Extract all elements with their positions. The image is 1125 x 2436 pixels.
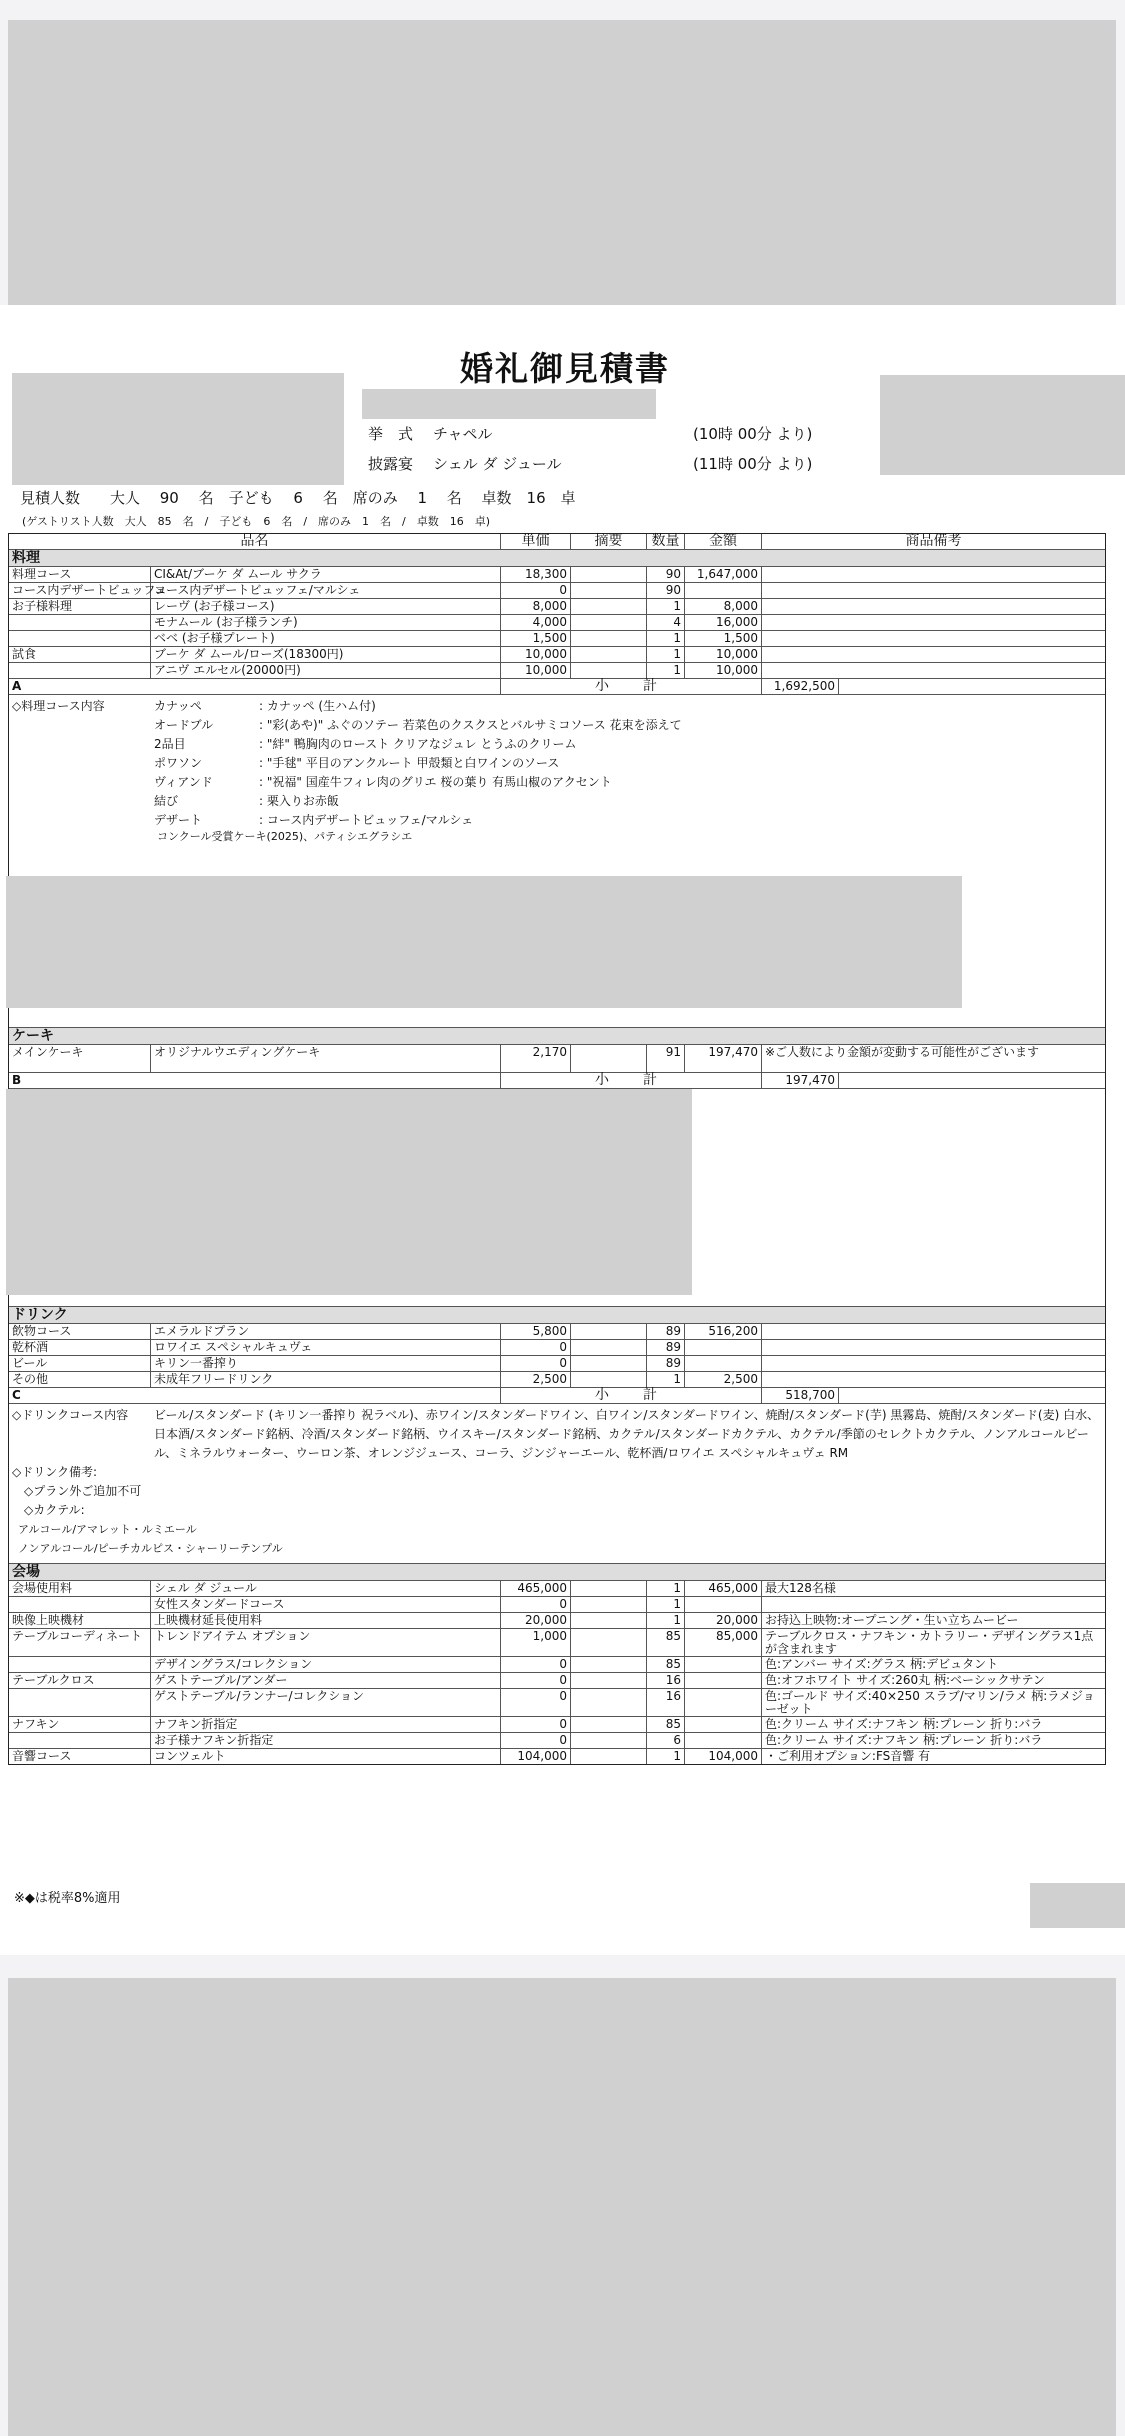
table-row [9, 1717, 1105, 1733]
row-unit-price: 20,000 [501, 1613, 571, 1628]
row-item-name: エメラルドプラン [151, 1324, 501, 1339]
header-amount: 金額 [685, 534, 762, 549]
row-summary [571, 599, 647, 614]
guest-count-line: 見積人数 大人 90 名 子ども 6 名 席のみ 1 名 卓数 16 卓 [20, 489, 576, 507]
row-category: メインケーキ [9, 1045, 151, 1072]
header-item: 品名 [9, 534, 501, 549]
row-amount [685, 583, 762, 598]
row-remarks [762, 1356, 1105, 1371]
row-remarks: テーブルクロス・ナフキン・カトラリー・デザイングラス1点が含まれます [765, 1629, 1094, 1656]
row-quantity: 85 [647, 1629, 685, 1656]
row-summary [571, 1340, 647, 1355]
course-item [154, 792, 1102, 811]
row-amount [685, 1356, 762, 1371]
row-summary [571, 1581, 647, 1596]
row-quantity: 89 [647, 1340, 685, 1355]
row-quantity: 1 [647, 1372, 685, 1387]
table-row [9, 631, 1105, 647]
row-remarks: 色:クリーム サイズ:ナフキン 柄:プレーン 折り:バラ [765, 1717, 1043, 1731]
row-item-name: 女性スタンダードコース [151, 1597, 501, 1612]
row-amount: 10,000 [685, 663, 762, 678]
row-quantity: 1 [647, 631, 685, 646]
table-row [9, 1673, 1105, 1689]
row-category [9, 1689, 151, 1716]
course-item [154, 773, 1102, 792]
row-summary [571, 567, 647, 582]
redacted-course-block [6, 876, 962, 1008]
row-amount: 2,500 [685, 1372, 762, 1387]
row-item-name: ナフキン折指定 [151, 1717, 501, 1732]
row-remarks: 色:アンバー サイズ:グラス 柄:デビュタント [765, 1657, 999, 1671]
row-quantity: 1 [647, 647, 685, 662]
row-category: 試食 [9, 647, 151, 662]
row-amount: 1,500 [685, 631, 762, 646]
row-category: お子様料理 [9, 599, 151, 614]
cake-details [9, 1089, 1105, 1307]
subtotal-row [9, 1073, 1105, 1089]
section-venue: 会場 [9, 1564, 1105, 1581]
course-item-value: : "祝福" 国産牛フィレ肉のグリエ 桜の葉り 有馬山椒のアクセント [259, 775, 612, 789]
row-summary [571, 663, 647, 678]
row-quantity: 1 [647, 663, 685, 678]
row-summary [571, 1613, 647, 1628]
row-category: テーブルクロス [9, 1673, 151, 1688]
row-summary [571, 1045, 647, 1072]
row-remarks [762, 647, 1105, 662]
row-category: ナフキン [9, 1717, 151, 1732]
table-row [9, 567, 1105, 583]
row-item-name: ゲストテーブル/ランナー/コレクション [151, 1689, 501, 1716]
row-remarks [762, 1597, 1105, 1612]
row-amount: 8,000 [685, 599, 762, 614]
row-remarks [762, 631, 1105, 646]
row-remarks [762, 599, 1105, 614]
row-remarks [762, 567, 1105, 582]
row-summary [571, 1597, 647, 1612]
ceremony-venue: チャペル [433, 425, 493, 443]
row-unit-price: 0 [501, 1597, 571, 1612]
row-quantity: 89 [647, 1324, 685, 1339]
row-category [9, 631, 151, 646]
row-amount [685, 1717, 762, 1732]
subtotal-row [9, 679, 1105, 695]
row-remarks [762, 1372, 1105, 1387]
row-unit-price: 0 [501, 1733, 571, 1748]
row-category: 音響コース [9, 1749, 151, 1764]
table-row [9, 647, 1105, 663]
table-row [9, 1356, 1105, 1372]
row-unit-price: 4,000 [501, 615, 571, 630]
row-category [9, 1597, 151, 1612]
row-amount [685, 1673, 762, 1688]
redacted-footer-corner [1030, 1883, 1125, 1928]
row-unit-price: 1,000 [501, 1629, 571, 1656]
row-unit-price: 10,000 [501, 647, 571, 662]
table-row [9, 1597, 1105, 1613]
row-item-name: お子様ナフキン折指定 [151, 1733, 501, 1748]
row-category: 料理コース [9, 567, 151, 582]
row-category [9, 1657, 151, 1672]
table-row [9, 1581, 1105, 1597]
row-unit-price: 0 [501, 1673, 571, 1688]
table-row [9, 1733, 1105, 1749]
row-amount [685, 1340, 762, 1355]
reception-venue: シェル ダ ジュール [433, 455, 562, 473]
course-item [154, 811, 1102, 830]
course-item-label: 結び [154, 794, 179, 808]
redacted-left-header [12, 373, 344, 485]
row-quantity: 85 [647, 1717, 685, 1732]
course-item-value: : 栗入りお赤飯 [259, 794, 339, 808]
course-item-label: 2品目 [154, 737, 186, 751]
row-unit-price: 8,000 [501, 599, 571, 614]
subtotal-title: 小 計 [501, 1073, 762, 1088]
table-row [9, 663, 1105, 679]
row-quantity: 1 [647, 599, 685, 614]
row-category [9, 663, 151, 678]
row-amount: 20,000 [685, 1613, 762, 1628]
row-item-name: レーヴ (お子様コース) [151, 599, 501, 614]
course-item-label: ヴィアンド [154, 775, 213, 789]
row-amount [685, 1657, 762, 1672]
row-category: 乾杯酒 [9, 1340, 151, 1355]
row-summary [571, 1673, 647, 1688]
row-amount: 516,200 [685, 1324, 762, 1339]
row-amount: 1,647,000 [685, 567, 762, 582]
row-quantity: 90 [647, 583, 685, 598]
row-remarks: 色:オフホワイト サイズ:260丸 柄:ベーシックサテン [765, 1673, 1045, 1687]
row-quantity: 6 [647, 1733, 685, 1748]
row-category [9, 615, 151, 630]
row-remarks [762, 663, 1105, 678]
table-row [9, 583, 1105, 599]
table-row [9, 1324, 1105, 1340]
row-summary [571, 1717, 647, 1732]
row-item-name: ゲストテーブル/アンダー [151, 1673, 501, 1688]
row-amount: 197,470 [685, 1045, 762, 1072]
row-item-name: コンツェルト [151, 1749, 501, 1764]
redacted-right-header [880, 375, 1125, 475]
section-cake: ケーキ [9, 1028, 1105, 1045]
course-item [154, 697, 1102, 716]
row-item-name: コース内デザートビュッフェ/マルシェ [151, 583, 501, 598]
row-amount [685, 1689, 762, 1716]
subtotal-amount: 518,700 [762, 1388, 839, 1403]
course-item [154, 735, 1102, 754]
table-row [9, 1613, 1105, 1629]
estimate-table [8, 533, 1106, 1765]
subtotal-title: 小 計 [501, 679, 762, 694]
subtotal-row [9, 1388, 1105, 1404]
ceremony-label: 挙 式 [368, 425, 414, 443]
drink-remark: ノンアルコール/ピーチカルピス・シャーリーテンプル [18, 1542, 283, 1555]
row-summary [571, 631, 647, 646]
subtotal-label: C [9, 1388, 501, 1403]
row-unit-price: 0 [501, 1717, 571, 1732]
row-remarks [762, 1340, 1105, 1355]
document-title: 婚礼御見積書 [460, 349, 670, 388]
header-summary: 摘要 [571, 534, 647, 549]
row-unit-price: 18,300 [501, 567, 571, 582]
row-unit-price: 0 [501, 1356, 571, 1371]
cuisine-rows [9, 567, 1105, 679]
row-unit-price: 0 [501, 1657, 571, 1672]
row-remarks: 最大128名様 [765, 1581, 836, 1595]
row-summary [571, 583, 647, 598]
row-category [9, 1733, 151, 1748]
row-summary [571, 615, 647, 630]
row-item-name: ブーケ ダ ムール/ローズ(18300円) [151, 647, 501, 662]
row-quantity: 91 [647, 1045, 685, 1072]
drink-course-title: ◇ドリンクコース内容 [12, 1408, 129, 1422]
row-unit-price: 2,500 [501, 1372, 571, 1387]
row-remarks [762, 1324, 1105, 1339]
row-amount: 104,000 [685, 1749, 762, 1764]
reception-time: (11時 00分 より) [693, 455, 813, 473]
row-amount: 16,000 [685, 615, 762, 630]
row-quantity: 16 [647, 1673, 685, 1688]
row-item-name: ベベ (お子様プレート) [151, 631, 501, 646]
tax-footnote: ※◆は税率8%適用 [14, 1891, 121, 1906]
row-amount [685, 1597, 762, 1612]
drink-remark: ◇プラン外ご追加不可 [24, 1484, 142, 1498]
table-header [9, 534, 1105, 550]
subtotal-title: 小 計 [501, 1388, 762, 1403]
row-unit-price: 5,800 [501, 1324, 571, 1339]
table-row [9, 615, 1105, 631]
cake-rows [9, 1045, 1105, 1073]
table-row [9, 1340, 1105, 1356]
redacted-top-block [8, 20, 1116, 305]
row-summary [571, 1324, 647, 1339]
header-qty: 数量 [647, 534, 685, 549]
row-unit-price: 104,000 [501, 1749, 571, 1764]
drink-remark: アルコール/アマレット・ルミエール [18, 1523, 197, 1536]
venue-rows [9, 1581, 1105, 1764]
row-item-name: CI&At/ブーケ ダ ムール サクラ [151, 567, 501, 582]
table-row [9, 1749, 1105, 1764]
row-summary [571, 647, 647, 662]
table-row [9, 1629, 1105, 1657]
row-category: その他 [9, 1372, 151, 1387]
row-item-name: キリン一番搾り [151, 1356, 501, 1371]
drink-course-text: ビール/スタンダード (キリン一番搾り 祝ラベル)、赤ワイン/スタンダードワイン、白ワイン/スタンダードワイン、焼酎/スタンダード(芋) 黒霧島、焼酎/スタンダード(麦) 白水、日本酒/スタンダード銘柄、冷酒/スタンダード銘柄、ウイスキー/スタンダード銘柄、カクテル/スタンダードカクテル、カクテル/季節のセレクトカクテル、ノンアルコールビール、ミネラルウォーター、ウーロン茶、オレンジジュース、コーラ、ジンジャーエール、乾杯酒/ロワイエ スペシャルキュヴェ RM [154, 1408, 1100, 1460]
row-item-name: ロワイエ スペシャルキュヴェ [151, 1340, 501, 1355]
row-unit-price: 0 [501, 1340, 571, 1355]
row-quantity: 1 [647, 1749, 685, 1764]
row-item-name: デザイングラス/コレクション [151, 1657, 501, 1672]
row-quantity: 85 [647, 1657, 685, 1672]
course-item [154, 754, 1102, 773]
drink-remark: ◇カクテル: [24, 1503, 85, 1517]
row-remarks: 色:クリーム サイズ:ナフキン 柄:プレーン 折り:バラ [765, 1733, 1043, 1747]
subtotal-amount: 197,470 [762, 1073, 839, 1088]
row-remarks [762, 615, 1105, 630]
course-item-label: ポワソン [154, 756, 203, 770]
row-category: 飲物コース [9, 1324, 151, 1339]
row-summary [571, 1689, 647, 1716]
guestlist-count-line: (ゲストリスト人数 大人 85 名 / 子ども 6 名 / 席のみ 1 名 / 卓数 16 卓) [22, 515, 491, 528]
row-quantity: 1 [647, 1613, 685, 1628]
row-unit-price: 10,000 [501, 663, 571, 678]
course-item-label: デザート [154, 813, 203, 827]
row-quantity: 1 [647, 1597, 685, 1612]
section-drink: ドリンク [9, 1307, 1105, 1324]
row-amount [685, 1733, 762, 1748]
redacted-center-header [362, 389, 656, 419]
row-amount: 85,000 [685, 1629, 762, 1656]
table-row [9, 1372, 1105, 1388]
table-row [9, 1045, 1105, 1073]
row-remarks: ・ご利用オプション:FS音響 有 [765, 1749, 931, 1763]
course-item-value: : "絆" 鴨胸肉のロースト クリアなジュレ とうふのクリーム [259, 737, 577, 751]
row-unit-price: 465,000 [501, 1581, 571, 1596]
row-item-name: トレンドアイテム オプション [151, 1629, 501, 1656]
reception-label: 披露宴 [368, 455, 414, 473]
subtotal-amount: 1,692,500 [762, 679, 839, 694]
row-amount: 465,000 [685, 1581, 762, 1596]
row-category: テーブルコーディネート [9, 1629, 151, 1656]
row-summary [571, 1657, 647, 1672]
row-summary [571, 1749, 647, 1764]
row-category: コース内デザートビュッフェ [9, 583, 151, 598]
course-item-value: : コース内デザートビュッフェ/マルシェ [259, 813, 474, 827]
course-item-value: : "彩(あや)" ふぐのソテー 若菜色のクスクスとバルサミコソース 花束を添えて [259, 718, 682, 732]
header-remarks: 商品備考 [905, 533, 962, 549]
subtotal-label: A [9, 679, 501, 694]
table-row [9, 1657, 1105, 1673]
row-quantity: 90 [647, 567, 685, 582]
row-summary [571, 1372, 647, 1387]
row-item-name: アニヴ エルセル(20000円) [151, 663, 501, 678]
ceremony-time: (10時 00分 より) [693, 425, 813, 443]
row-unit-price: 0 [501, 1689, 571, 1716]
row-item-name: モナムール (お子様ランチ) [151, 615, 501, 630]
row-summary [571, 1629, 647, 1656]
row-unit-price: 2,170 [501, 1045, 571, 1072]
drink-rows [9, 1324, 1105, 1388]
row-category: 会場使用料 [9, 1581, 151, 1596]
course-item [154, 716, 1102, 735]
header-price: 単価 [501, 534, 571, 549]
table-row [9, 1689, 1105, 1717]
subtotal-label: B [9, 1073, 501, 1088]
course-extra: コンクール受賞ケーキ(2025)、パティシエグラシエ [157, 830, 413, 843]
row-summary [571, 1733, 647, 1748]
redacted-bottom-block [8, 1978, 1116, 2436]
drink-details [9, 1404, 1105, 1564]
row-quantity: 89 [647, 1356, 685, 1371]
row-category: 映像上映機材 [9, 1613, 151, 1628]
course-details [9, 695, 1105, 1028]
row-category: ビール [9, 1356, 151, 1371]
course-title: ◇料理コース内容 [12, 699, 105, 713]
row-unit-price: 0 [501, 583, 571, 598]
row-remarks: 色:ゴールド サイズ:40×250 スラブ/マリン/ラメ 柄:ラメジョーゼット [765, 1689, 1095, 1716]
course-item-value: : カナッペ (生ハム付) [259, 699, 376, 713]
row-remarks [762, 583, 1105, 598]
estimate-page [0, 305, 1125, 1955]
row-item-name: シェル ダ ジュール [151, 1581, 501, 1596]
course-item-label: オードブル [154, 718, 214, 732]
row-summary [571, 1356, 647, 1371]
row-remarks: お持込上映物:オープニング・生い立ちムービー [765, 1613, 1019, 1627]
row-item-name: 未成年フリードリンク [151, 1372, 501, 1387]
redacted-cake-block [6, 1089, 692, 1295]
course-item-value: : "手毬" 平目のアンクルート 甲殻類と白ワインのソース [259, 756, 560, 770]
drink-remarks-title: ◇ドリンク備考: [12, 1465, 98, 1479]
row-quantity: 16 [647, 1689, 685, 1716]
row-remarks: ※ご人数により金額が変動する可能性がございます [765, 1045, 1040, 1059]
row-item-name: 上映機材延長使用料 [151, 1613, 501, 1628]
row-quantity: 4 [647, 615, 685, 630]
row-item-name: オリジナルウエディングケーキ [151, 1045, 501, 1072]
table-row [9, 599, 1105, 615]
row-amount: 10,000 [685, 647, 762, 662]
row-quantity: 1 [647, 1581, 685, 1596]
row-unit-price: 1,500 [501, 631, 571, 646]
section-cuisine: 料理 [9, 550, 1105, 567]
course-item-label: カナッペ [154, 699, 202, 713]
